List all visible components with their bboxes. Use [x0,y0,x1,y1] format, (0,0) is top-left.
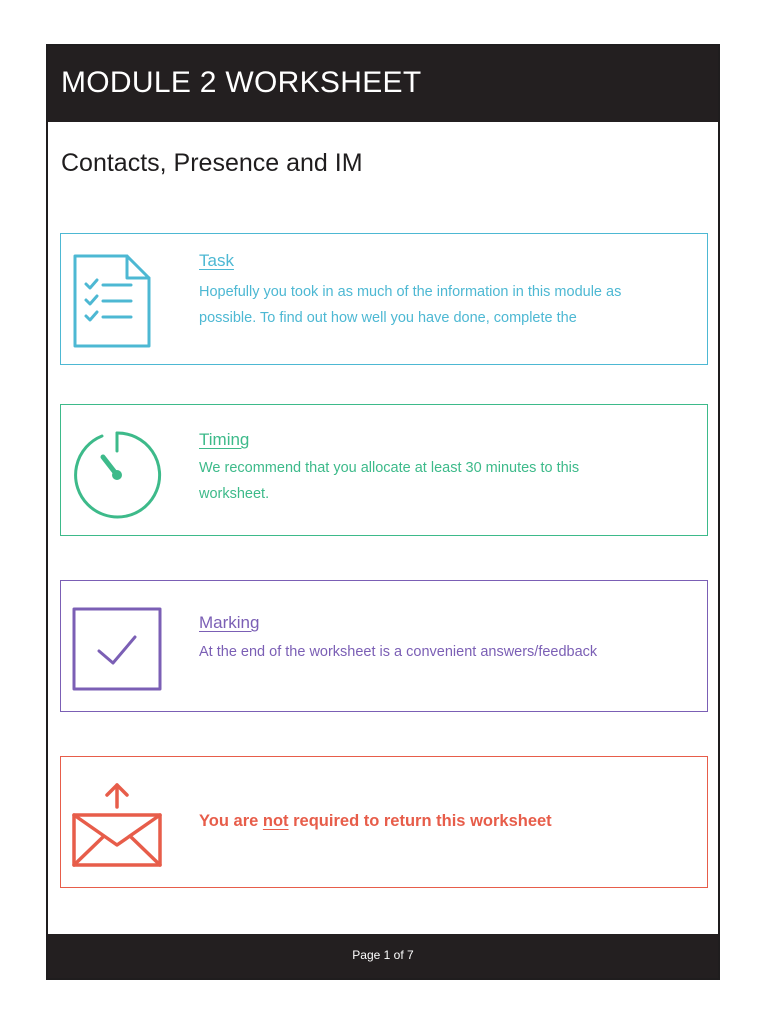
checklist-document-icon [69,250,165,350]
return-notice-text [199,812,552,831]
envelope-upload-icon [69,773,165,873]
page-subtitle: Contacts, Presence and IM [61,149,363,177]
checkbox-checked-icon [69,597,165,697]
footer-bar [48,934,718,978]
header-bar [48,46,718,122]
page-title: MODULE 2 WORKSHEET [61,66,422,99]
timing-card [60,404,708,536]
task-title: Task [199,251,234,270]
timing-body: We recommend that you allocate at least 30 minutes to this worksheet. [199,460,580,502]
page-number: Page 1 of 7 [352,948,414,962]
worksheet-page [46,44,720,980]
notice-text-before: You are [199,812,263,830]
return-notice-card [60,756,708,888]
task-body: Hopefully you took in as much of the information in this module as possible. To find out how well you have done, complete the [199,284,622,326]
notice-emphasis: not [262,812,289,830]
task-card [60,233,708,365]
marking-body: At the end of the worksheet is a convenient answers/feedback [199,644,598,660]
stopwatch-icon [69,421,165,521]
notice-text-after: required to return this worksheet [288,812,552,830]
marking-card [60,580,708,712]
timing-title: Timing [199,430,250,449]
marking-title: Marking [199,613,260,632]
